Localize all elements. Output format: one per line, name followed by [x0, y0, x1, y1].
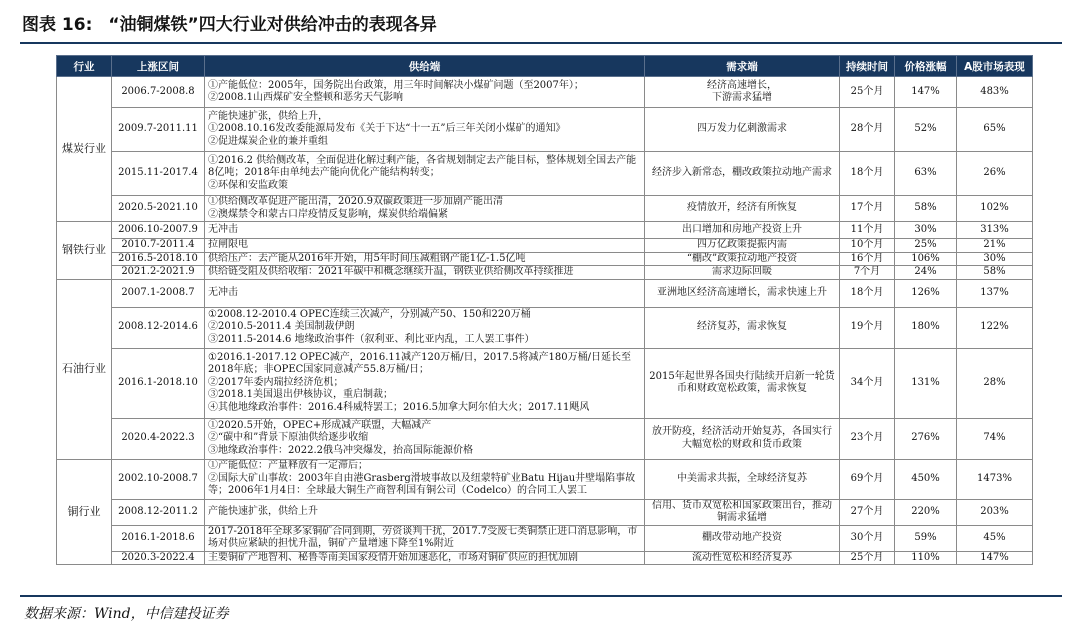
a-share-performance-cell: 102%: [957, 196, 1033, 222]
top-rule: [20, 42, 1062, 44]
period-cell: 2021.2-2021.9: [112, 266, 205, 280]
a-share-performance-cell: 203%: [957, 499, 1033, 525]
a-share-performance-cell: 137%: [957, 279, 1033, 307]
a-share-performance-cell: 483%: [957, 77, 1033, 108]
supply-cell: 供给压产：去产能从2016年开始，用5年时间压减粗钢产能1亿-1.5亿吨: [205, 252, 645, 266]
price-change-cell: 59%: [895, 525, 957, 551]
demand-cell: 四万发力亿刺激需求: [645, 108, 840, 152]
table-row: [57, 459, 1033, 499]
table-row: [57, 418, 1033, 459]
period-cell: 2002.10-2008.7: [112, 459, 205, 499]
supply-cell: 拉闸限电: [205, 239, 645, 253]
duration-cell: 23个月: [840, 418, 895, 459]
duration-cell: 25个月: [840, 77, 895, 108]
supply-cell: ①2016.2 供给侧改革，全面促进化解过剩产能，各省规划制定去产能目标，整体规划全国去产能8亿吨；2018年由单纯去产能向优化产能结构转变； ②环保和安监政策: [205, 152, 645, 196]
price-change-cell: 24%: [895, 266, 957, 280]
price-change-cell: 63%: [895, 152, 957, 196]
a-share-performance-cell: 313%: [957, 222, 1033, 239]
supply-cell: 无冲击: [205, 222, 645, 239]
price-change-cell: 450%: [895, 459, 957, 499]
demand-cell: 放开防疫，经济活动开始复苏，各国实行大幅宽松的财政和货币政策: [645, 418, 840, 459]
period-cell: 2016.1-2018.10: [112, 348, 205, 418]
figure-title: [22, 10, 1062, 40]
supply-cell: 主要铜矿产地智利、秘鲁等南美国家疫情开始加速恶化，市场对铜矿供应的担忧加剧: [205, 551, 645, 565]
table-row: [57, 307, 1033, 348]
table-row: [57, 196, 1033, 222]
table-body: [57, 77, 1033, 565]
table-row: [57, 499, 1033, 525]
demand-cell: 流动性宽松和经济复苏: [645, 551, 840, 565]
industry-cell: 煤炭行业: [57, 77, 112, 222]
price-change-cell: 276%: [895, 418, 957, 459]
industry-cell: 铜行业: [57, 459, 112, 565]
supply-cell: ①产能低位：2005年，国务院出台政策，用三年时间解决小煤矿问题（至2007年）； ②2008.1山西煤矿安全整顿和恶劣天气影响: [205, 77, 645, 108]
column-header: 需求端: [645, 56, 840, 77]
period-cell: 2016.5-2018.10: [112, 252, 205, 266]
period-cell: 2006.7-2008.8: [112, 77, 205, 108]
table-row: [57, 525, 1033, 551]
table-row: [57, 279, 1033, 307]
a-share-performance-cell: 74%: [957, 418, 1033, 459]
duration-cell: 17个月: [840, 196, 895, 222]
period-cell: 2020.5-2021.10: [112, 196, 205, 222]
demand-cell: 2015年起世界各国央行陆续开启新一轮货币和财政宽松政策，需求恢复: [645, 348, 840, 418]
industry-cell: 钢铁行业: [57, 222, 112, 280]
a-share-performance-cell: 1473%: [957, 459, 1033, 499]
period-cell: 2008.12-2014.6: [112, 307, 205, 348]
demand-cell: 中美需求共振，全球经济复苏: [645, 459, 840, 499]
supply-cell: 2017-2018年全球多家铜矿合同到期，劳资谈判干扰，2017.7受废七类铜禁止进口消息影响，市场对供应紧缺的担忧升温，铜矿产量增速下降至1%附近: [205, 525, 645, 551]
period-cell: 2008.12-2011.2: [112, 499, 205, 525]
column-header: 价格涨幅: [895, 56, 957, 77]
column-header: 行业: [57, 56, 112, 77]
table-row: [57, 551, 1033, 565]
duration-cell: 18个月: [840, 152, 895, 196]
duration-cell: 11个月: [840, 222, 895, 239]
table-row: [57, 252, 1033, 266]
supply-cell: 无冲击: [205, 279, 645, 307]
period-cell: 2010.7-2011.4: [112, 239, 205, 253]
data-source: 数据来源：Wind，中信建投证券: [24, 606, 229, 622]
table-row: [57, 152, 1033, 196]
a-share-performance-cell: 45%: [957, 525, 1033, 551]
supply-cell: ①2020.5开始，OPEC+形成减产联盟，大幅减产 ②“碳中和”背景下原油供给逐步收缩 ③地缘政治事件：2022.2俄乌冲突爆发，抬高国际能源价格: [205, 418, 645, 459]
supply-cell: 产能快速扩张，供给上升， ①2008.10.16发改委能源局发布《关于下达“十一五”后三年关闭小煤矿的通知》 ②促进煤炭企业的兼并重组: [205, 108, 645, 152]
duration-cell: 34个月: [840, 348, 895, 418]
price-change-cell: 180%: [895, 307, 957, 348]
duration-cell: 69个月: [840, 459, 895, 499]
industry-cell: 石油行业: [57, 279, 112, 459]
column-header: 持续时间: [840, 56, 895, 77]
duration-cell: 7个月: [840, 266, 895, 280]
period-cell: 2009.7-2011.11: [112, 108, 205, 152]
period-cell: 2020.3-2022.4: [112, 551, 205, 565]
demand-cell: 经济步入新常态，棚改政策拉动地产需求: [645, 152, 840, 196]
demand-cell: 经济复苏，需求恢复: [645, 307, 840, 348]
column-header: A股市场表现: [957, 56, 1033, 77]
period-cell: 2015.11-2017.4: [112, 152, 205, 196]
supply-cell: 供给链受阻及供给收缩：2021年碳中和概念继续升温，钢铁业供给侧改革持续推进: [205, 266, 645, 280]
duration-cell: 25个月: [840, 551, 895, 565]
a-share-performance-cell: 26%: [957, 152, 1033, 196]
price-change-cell: 131%: [895, 348, 957, 418]
period-cell: 2016.1-2018.6: [112, 525, 205, 551]
price-change-cell: 126%: [895, 279, 957, 307]
a-share-performance-cell: 21%: [957, 239, 1033, 253]
period-cell: 2006.10-2007.9: [112, 222, 205, 239]
price-change-cell: 30%: [895, 222, 957, 239]
a-share-performance-cell: 28%: [957, 348, 1033, 418]
duration-cell: 10个月: [840, 239, 895, 253]
duration-cell: 27个月: [840, 499, 895, 525]
table-row: [57, 222, 1033, 239]
demand-cell: “棚改”政策拉动地产投资: [645, 252, 840, 266]
table-row: [57, 108, 1033, 152]
demand-cell: 四万亿政策提振内需: [645, 239, 840, 253]
supply-cell: ①供给侧改革促进产能出清，2020.9双碳政策进一步加剧产能出清 ②澳煤禁令和蒙古口岸疫情反复影响，煤炭供给端偏紧: [205, 196, 645, 222]
demand-cell: 需求边际回暖: [645, 266, 840, 280]
column-header: 上涨区间: [112, 56, 205, 77]
period-cell: 2007.1-2008.7: [112, 279, 205, 307]
bottom-rule: [20, 595, 1062, 597]
column-header: 供给端: [205, 56, 645, 77]
duration-cell: 16个月: [840, 252, 895, 266]
price-change-cell: 220%: [895, 499, 957, 525]
duration-cell: 19个月: [840, 307, 895, 348]
demand-cell: 亚洲地区经济高速增长，需求快速上升: [645, 279, 840, 307]
supply-cell: ①2016.1-2017.12 OPEC减产，2016.11减产120万桶/日，2017.5将减产180万桶/日延长至2018年底；非OPEC国家同意减产55.8万桶/日； ②2017年委内瑞拉经济危机； ③2018.1美国退出伊核协议，重启制裁； ④其他地缘政治事件：2016.4科威特罢工；2016.5加拿大阿尔伯大火；2017.11飓风: [205, 348, 645, 418]
a-share-performance-cell: 30%: [957, 252, 1033, 266]
supply-cell: ①产能低位：产量释放有一定滞后； ②国际大矿山事故：2003年自由港Grasberg滑坡事故以及纽蒙特矿业Batu Hijau井壁塌陷事故等；2006年1月4日：全球最大铜生产商智利国有铜公司（Codelco）的合同工人罢工: [205, 459, 645, 499]
price-change-cell: 110%: [895, 551, 957, 565]
a-share-performance-cell: 122%: [957, 307, 1033, 348]
price-change-cell: 106%: [895, 252, 957, 266]
duration-cell: 18个月: [840, 279, 895, 307]
a-share-performance-cell: 147%: [957, 551, 1033, 565]
price-change-cell: 25%: [895, 239, 957, 253]
table-header-row: [57, 56, 1033, 77]
figure-label: 图表 16:: [22, 15, 93, 35]
price-change-cell: 52%: [895, 108, 957, 152]
price-change-cell: 58%: [895, 196, 957, 222]
supply-cell: ①2008.12-2010.4 OPEC连续三次减产，分别减产50、150和220万桶 ②2010.5-2011.4 美国制裁伊朗 ③2011.5-2014.6 地缘政治事件（叙利亚、利比亚内乱，工人罢工事件）: [205, 307, 645, 348]
table-row: [57, 348, 1033, 418]
duration-cell: 28个月: [840, 108, 895, 152]
supply-shock-table: [56, 55, 1033, 565]
demand-cell: 棚改带动地产投资: [645, 525, 840, 551]
a-share-performance-cell: 58%: [957, 266, 1033, 280]
duration-cell: 30个月: [840, 525, 895, 551]
table-row: [57, 239, 1033, 253]
demand-cell: 经济高速增长， 下游需求猛增: [645, 77, 840, 108]
table-row: [57, 266, 1033, 280]
supply-cell: 产能快速扩张，供给上升: [205, 499, 645, 525]
price-change-cell: 147%: [895, 77, 957, 108]
demand-cell: 疫情放开，经济有所恢复: [645, 196, 840, 222]
demand-cell: 出口增加和房地产投资上升: [645, 222, 840, 239]
a-share-performance-cell: 65%: [957, 108, 1033, 152]
table-row: [57, 77, 1033, 108]
period-cell: 2020.4-2022.3: [112, 418, 205, 459]
figure-caption: “油铜煤铁”四大行业对供给冲击的表现各异: [108, 15, 437, 35]
demand-cell: 信用、货币双宽松和国家政策出台，推动铜需求猛增: [645, 499, 840, 525]
